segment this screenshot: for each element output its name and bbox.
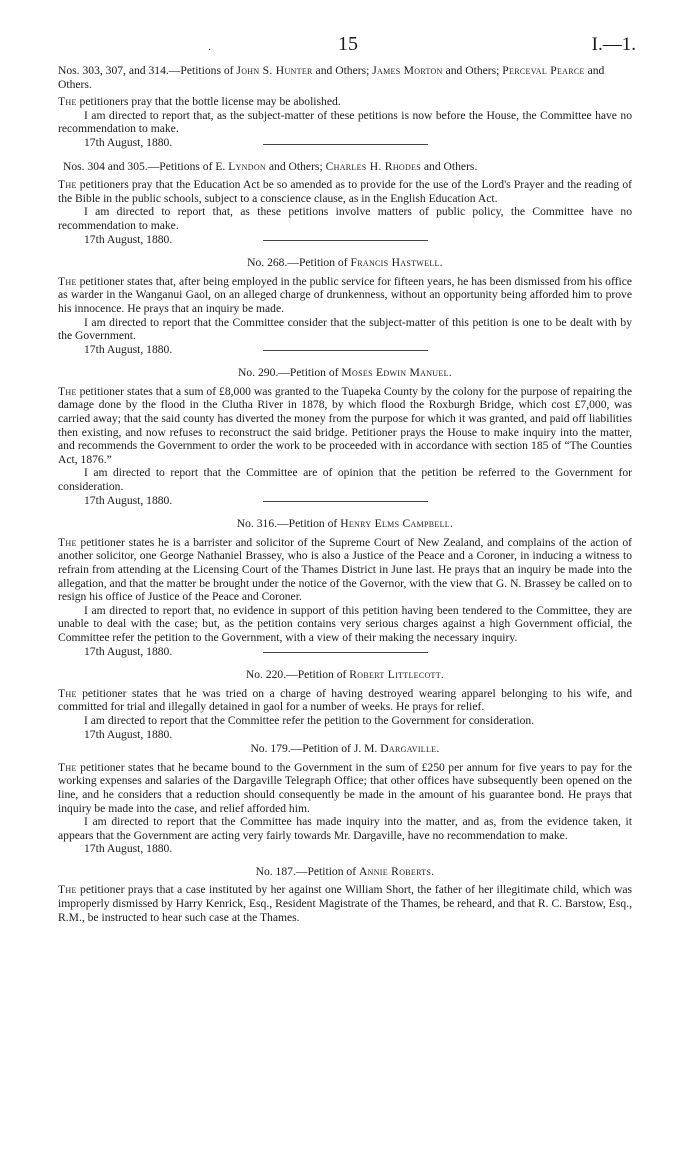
statement-lead: The bbox=[58, 535, 77, 549]
petition-heading bbox=[58, 366, 632, 380]
petition-section bbox=[58, 64, 632, 151]
petitioner-name: Perceval Pearce bbox=[502, 64, 585, 77]
report-date: 17th August, 1880. bbox=[84, 232, 173, 246]
statement-lead: The bbox=[58, 274, 77, 288]
heading-text: and Others; bbox=[312, 64, 373, 77]
heading-text: and Others; bbox=[266, 159, 326, 173]
report-date: 17th August, 1880. bbox=[84, 135, 173, 149]
section-divider bbox=[263, 350, 428, 351]
report-date: 17th August, 1880. bbox=[84, 493, 173, 507]
statement-lead: The bbox=[58, 95, 77, 109]
petition-statement bbox=[58, 385, 632, 467]
petition-statement bbox=[58, 178, 632, 205]
heading-text: No. 268.—Petition of bbox=[247, 256, 351, 270]
petition-section bbox=[58, 668, 632, 741]
sheet-reference: I.—1. bbox=[591, 34, 636, 55]
petition-heading bbox=[58, 865, 632, 879]
section-divider bbox=[263, 240, 428, 241]
report-date: 17th August, 1880. bbox=[84, 727, 173, 741]
statement-text: petitioner states that, after being employed in the public service for fifteen years, he has been dismissed from his office as warder in the Wanganui Gaol, on an alleged charge of drunkenness, without an opportunity being afforded him to prove his innocence. He prays that an inquiry be made. bbox=[58, 274, 632, 315]
petition-heading bbox=[58, 517, 632, 531]
heading-text: and Others. bbox=[58, 64, 605, 91]
petition-section bbox=[58, 366, 632, 508]
heading-text: No. 179.—Petition of J. M. bbox=[250, 742, 381, 756]
petitioner-name: Henry Elms Campbell. bbox=[340, 517, 454, 531]
petition-statement bbox=[58, 687, 632, 714]
page-header bbox=[58, 33, 636, 72]
committee-report: I am directed to report that, as the subject-matter of these petitions is now before the House, the Committee have no recommendation to make. bbox=[58, 108, 632, 136]
petitioner-name: Robert Littlecott. bbox=[349, 668, 445, 682]
statement-lead: The bbox=[58, 384, 77, 398]
petition-section bbox=[58, 256, 632, 357]
section-divider bbox=[263, 501, 428, 502]
heading-text: No. 187.—Petition of bbox=[255, 864, 359, 878]
page-number: 15 bbox=[338, 33, 358, 55]
petitioner-name: John S. Hunter bbox=[236, 64, 313, 77]
committee-report: I am directed to report that the Committee has made inquiry into the matter, and as, from the evidence taken, it appears that the Government are acting very fairly towards Mr. Dargaville, have no recommendation to make. bbox=[58, 815, 632, 842]
statement-lead: The bbox=[58, 883, 77, 897]
statement-text: petitioners pray that the Education Act be so amended as to provide for the use of the Lord's Prayer and the reading of the Bible in the public schools, subject to a conscience clause, as in the English Education Act. bbox=[58, 178, 632, 205]
petition-statement bbox=[58, 761, 632, 815]
petitioner-name: Charles H. Rhodes bbox=[325, 159, 421, 173]
committee-report: I am directed to report that, as these petitions involve matters of public policy, the Committee have no recommendation to make. bbox=[58, 205, 632, 232]
petition-heading bbox=[58, 668, 632, 682]
petition-section bbox=[58, 160, 632, 248]
petition-statement bbox=[58, 95, 632, 109]
petitioner-name: Dargaville. bbox=[380, 742, 440, 756]
statement-lead: The bbox=[58, 760, 77, 774]
petition-statement bbox=[58, 536, 632, 604]
heading-text: No. 220.—Petition of bbox=[245, 668, 350, 682]
heading-text: and Others; bbox=[442, 64, 500, 77]
section-divider bbox=[263, 652, 428, 653]
petitioner-name: James Morton bbox=[372, 64, 443, 77]
heading-text: and Others. bbox=[421, 159, 478, 173]
petition-section bbox=[58, 517, 632, 659]
statement-lead: The bbox=[58, 686, 77, 700]
heading-text: No. 290.—Petition of bbox=[238, 366, 342, 380]
header-mark: · bbox=[208, 45, 212, 56]
petition-heading bbox=[58, 256, 632, 270]
petition-section bbox=[58, 742, 632, 856]
committee-report: I am directed to report that the Committee consider that the subject-matter of this petition is one to be dealt with by the Government. bbox=[58, 315, 632, 343]
heading-text: No. 316.—Petition of bbox=[236, 517, 341, 531]
petitioner-name: Lyndon bbox=[228, 159, 266, 173]
statement-text: petitioner states that he was tried on a charge of having destroyed wearing apparel belonging to his wife, and committed for trial and illegally detained in gaol for a number of weeks. He prays for relief. bbox=[58, 686, 632, 714]
petition-statement bbox=[58, 883, 632, 924]
heading-text: Nos. 303, 307, and 314.—Petitions of bbox=[58, 64, 237, 77]
report-date: 17th August, 1880. bbox=[84, 342, 173, 356]
report-date: 17th August, 1880. bbox=[84, 644, 173, 658]
statement-text: petitioner states that he became bound to the Government in the sum of £250 per annum for five years to pay for the working expenses and salaries of the Dargaville Telegraph Office; that other offices have subsequently been opened on the line, and he considers that a reduction should consequently be made in the amount of his guarantee bond. He prays that inquiry be made into the case, and relief afforded him. bbox=[58, 760, 632, 815]
petition-statement bbox=[58, 275, 632, 316]
petition-section bbox=[58, 865, 632, 924]
statement-text: petitioner prays that a case instituted by her against one William Short, the father of her illegitimate child, which was improperly dismissed by Harry Kenrick, Esq., Resident Magistrate of the Thames, be reheard, and that R. C. Barstow, Esq., R.M., be instructed to hear such case at the Thames. bbox=[58, 883, 632, 924]
document-page bbox=[58, 33, 636, 933]
report-date: 17th August, 1880. bbox=[84, 842, 173, 856]
petitioner-name: Moses Edwin Manuel. bbox=[341, 366, 452, 380]
section-divider bbox=[263, 144, 428, 145]
heading-text: Nos. 304 and 305.—Petitions of E. bbox=[63, 159, 229, 173]
statement-text: petitioner states that a sum of £8,000 was granted to the Tuapeka County by the colony for the purpose of repairing the damage done by the flood in the Clutha River in 1878, by which flood the Roxburgh Bridge, which cost £7,000, was carried away; that the said county has diverted the money from the purpose for which it was granted, and paid off liabilities then existing, and now refuses to reconstruct the said bridge. Petitioner prays the House to make inquiry into the matter, and recommends the Government to order the work to be proceeded with in accordance with section 185 of “The Counties Act, 1876.” bbox=[58, 384, 632, 466]
petition-heading bbox=[58, 742, 632, 756]
statement-text: petitioner states he is a barrister and solicitor of the Supreme Court of New Zealand, and complains of the action of another solicitor, one George Nathaniel Brassey, who is also a Justice of the Peace and a Coroner, in inducing a witness to refrain from attending at the Licensing Court of the Thames District in June last. He prays that an inquiry be made into the allegation, and that the matter be brought under the notice of the Governor, with the view that G. N. Brassey be called on to resign his office of Justice of the Peace and Coroner. bbox=[58, 535, 632, 604]
statement-lead: The bbox=[58, 178, 77, 192]
committee-report: I am directed to report that the Committee are of opinion that the petition be referred to the Government for consideration. bbox=[58, 466, 632, 494]
petitioner-name: Annie Roberts. bbox=[358, 864, 435, 878]
committee-report: I am directed to report that the Committee refer the petition to the Government for consideration. bbox=[84, 713, 535, 727]
statement-text: petitioners pray that the bottle license may be abolished. bbox=[76, 95, 341, 109]
petitioner-name: Francis Hastwell. bbox=[350, 256, 443, 270]
committee-report: I am directed to report that, no evidence in support of this petition having been tendered to the Committee, they are unable to deal with the case; but, as the petition contains very serious charges against a high Government official, the Committee refer the petition to the Government, with a view of their making the necessary inquiry. bbox=[58, 603, 632, 644]
petition-heading bbox=[58, 160, 632, 174]
